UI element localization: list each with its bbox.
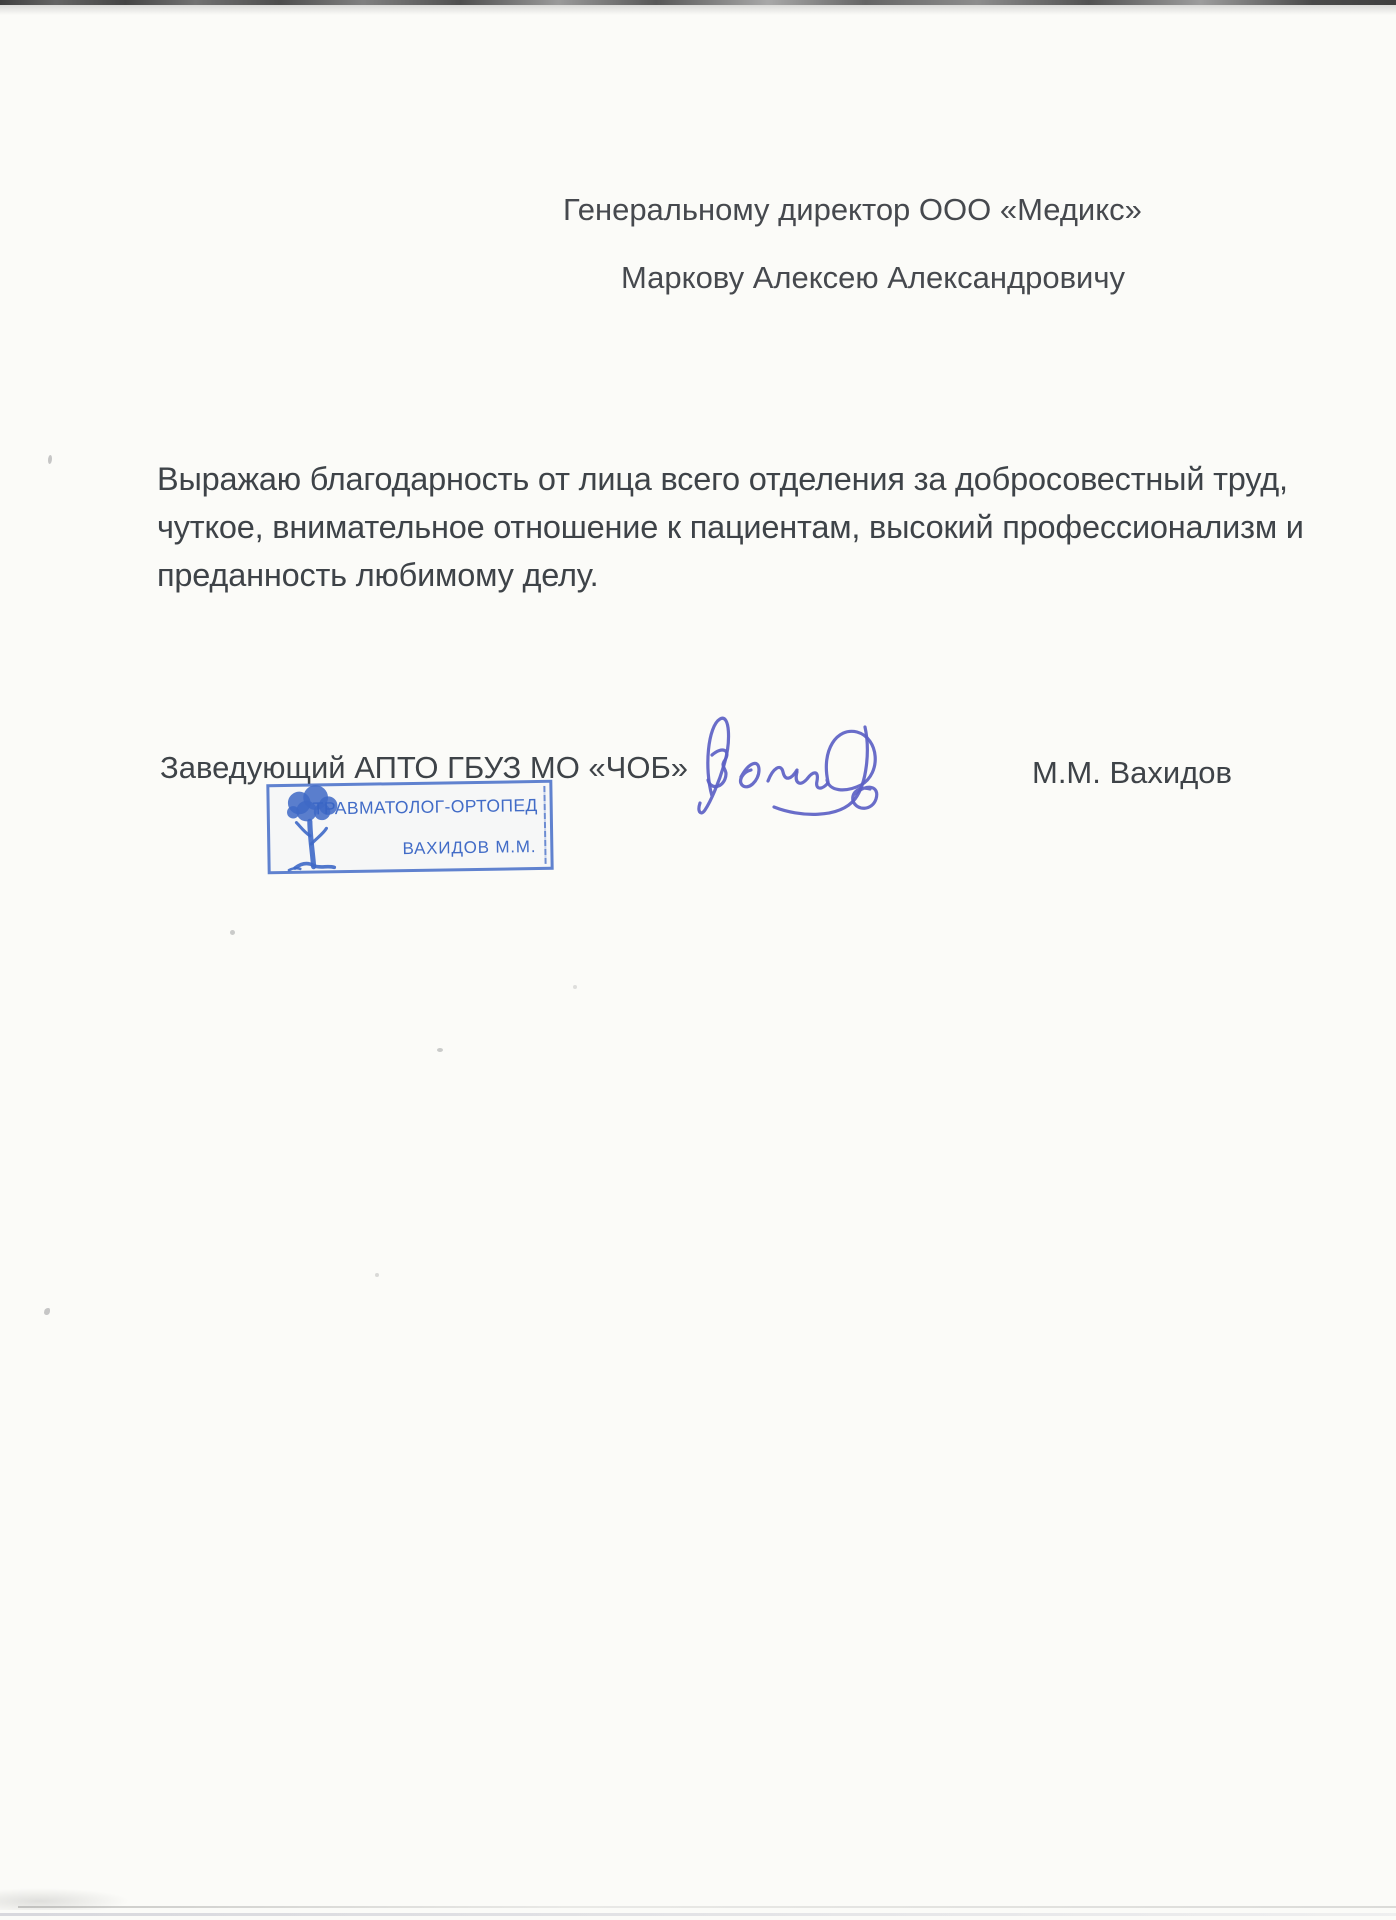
scan-artifact-bottom-edge-2 [0,1913,1396,1916]
body-line-1: Выражаю благодарность от лица всего отделения за добросовестный труд, [157,461,1288,497]
stamp-inner-border [543,786,546,864]
body-line-2: чуткое, внимательное отношение к пациентам, высокий профессионализм и [157,509,1304,545]
handwritten-signature [678,698,918,838]
scan-speckle [230,930,235,935]
stamp-name-label: ВАХИДОВ М.М. [402,837,537,859]
recipient-line-2: Маркову Алексею Александровичу [621,260,1126,295]
stamp-text-block [312,783,538,870]
scan-speckle [48,455,52,464]
scan-speckle [573,985,577,989]
signer-name: М.М. Вахидов [1032,755,1233,790]
scan-artifact-top-shadow [0,5,1396,15]
recipient-line-1: Генеральному директор ООО «Медикс» [563,192,1142,227]
scan-speckle [375,1273,379,1277]
letter-body [157,455,1304,599]
scan-speckle [44,1308,50,1315]
scan-speckle [437,1048,443,1052]
stamp-profession-label: ТРАВМАТОЛОГ-ОРТОПЕД [312,794,538,819]
scan-artifact-bottom-edge [18,1906,1396,1908]
doctor-stamp [266,780,553,874]
body-line-3: преданность любимому делу. [157,557,599,593]
signer-position-title: Заведующий АПТО ГБУЗ МО «ЧОБ» [160,750,689,785]
